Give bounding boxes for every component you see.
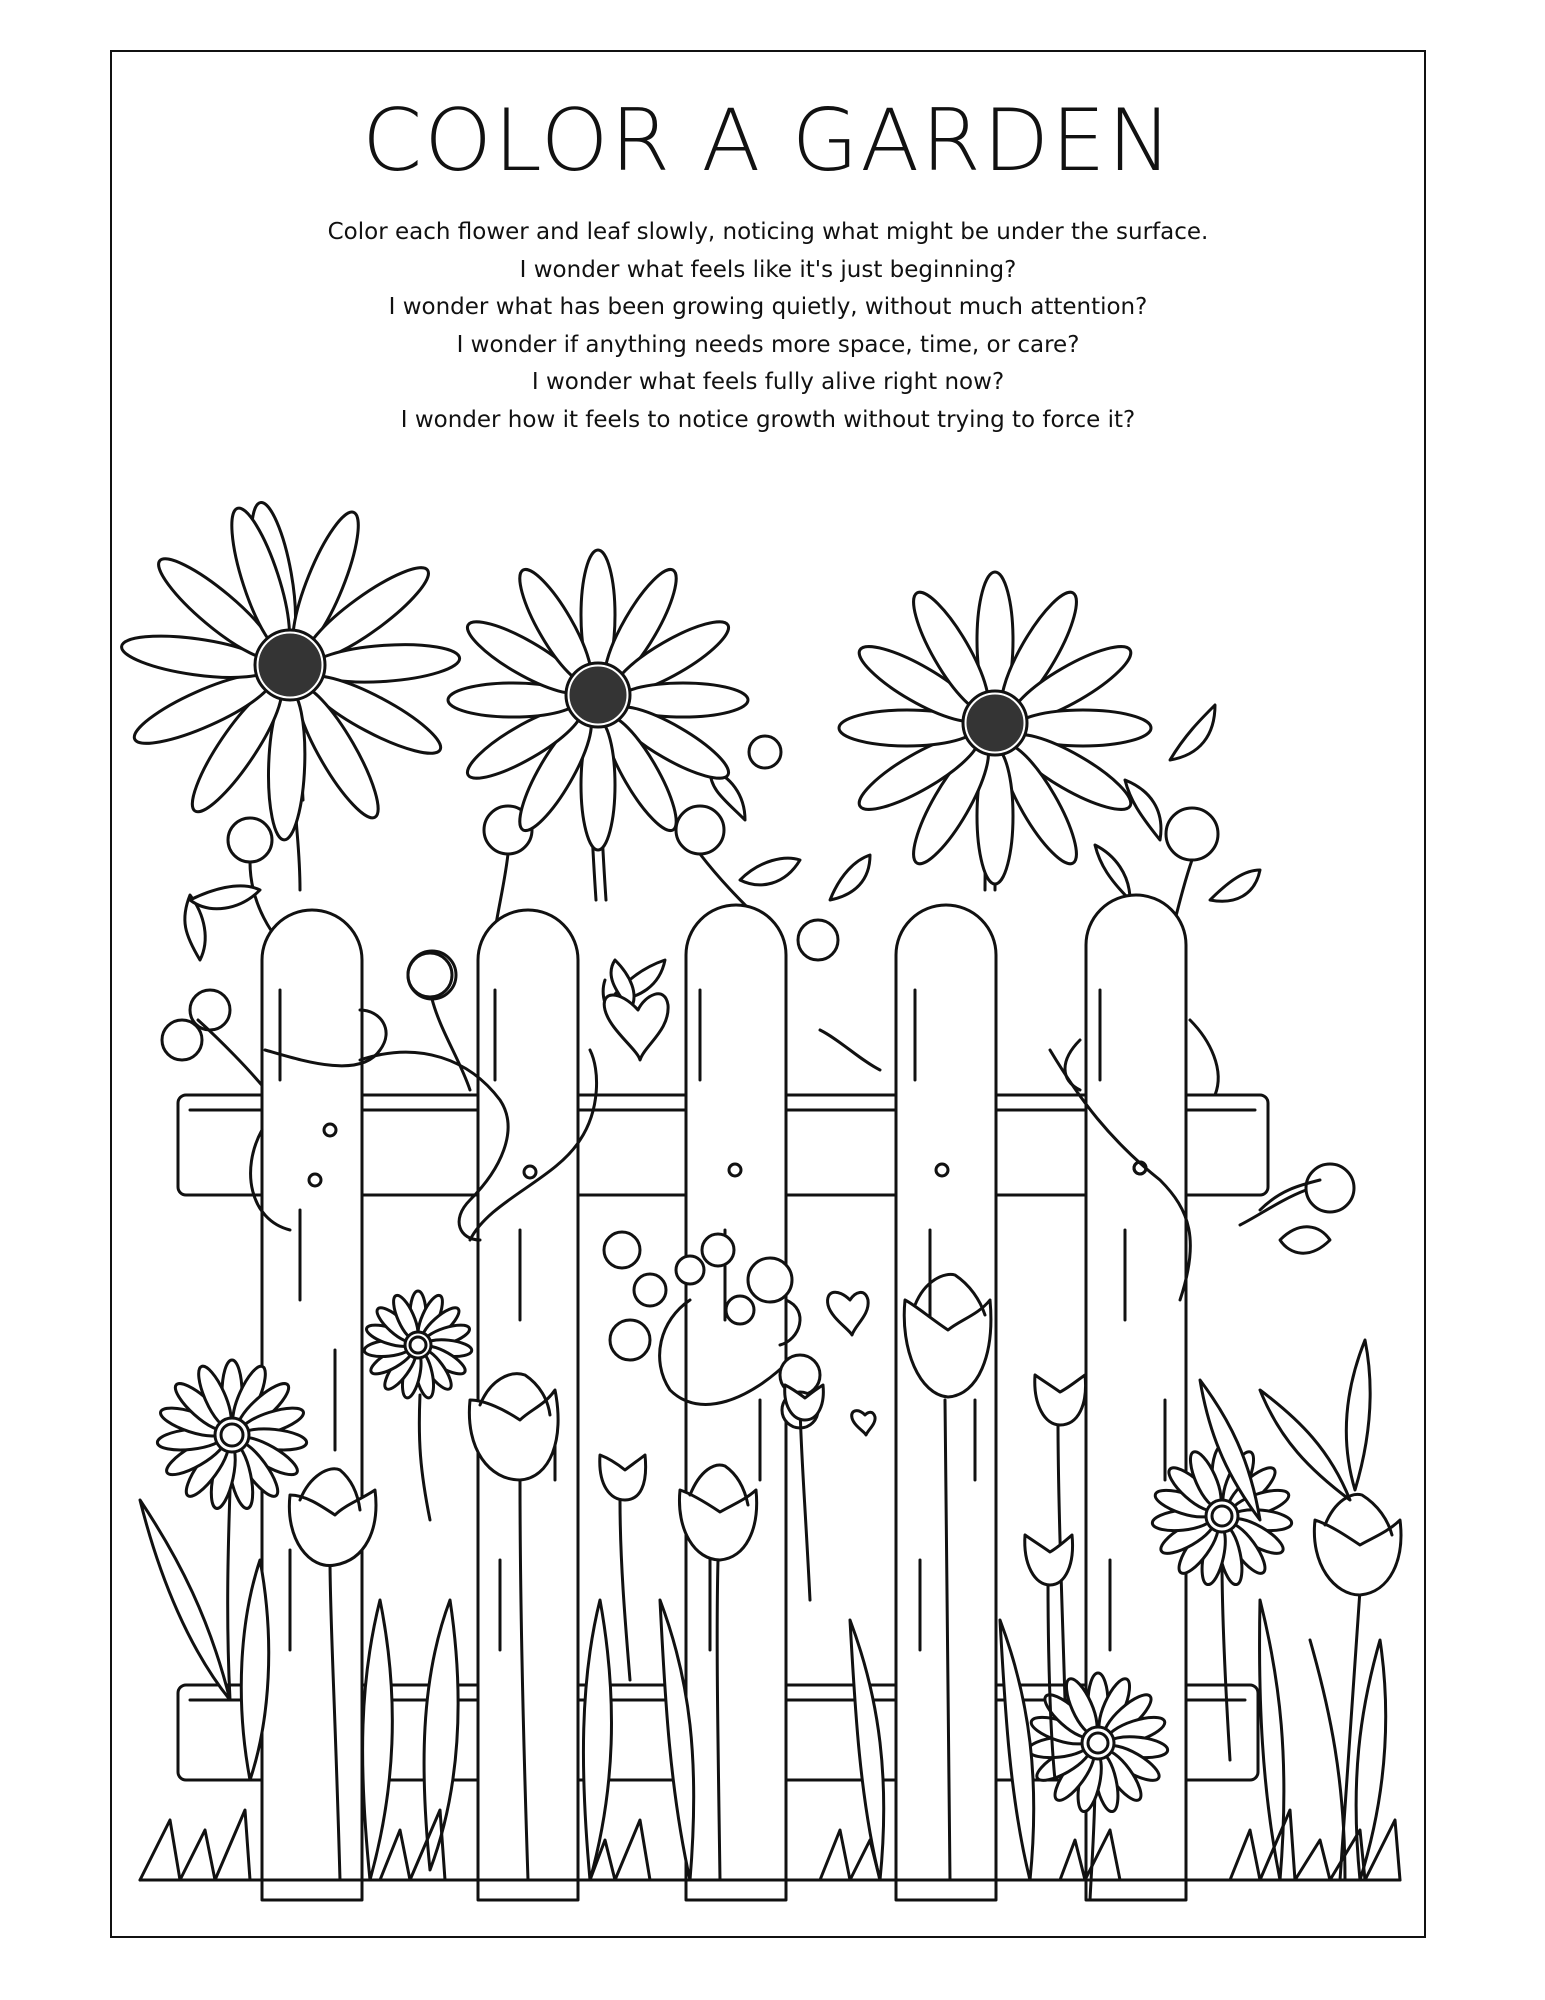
page-title: COLOR A GARDEN [362,91,1174,191]
daisy-small-left [363,1291,472,1520]
instruction-line: Color each flower and leaf slowly, noticing what might be under the surface. [327,219,1209,245]
daisy-top-right [839,572,1151,890]
tulip [1035,1375,1086,1700]
fence-picket [686,905,786,1900]
instruction-line: I wonder how it feels to notice growth without trying to force it? [400,406,1136,433]
instruction-line: I wonder what feels like it's just beginning? [519,256,1017,283]
instruction-line: I wonder what feels fully alive right now? [531,369,1005,395]
daisy-top-left [119,499,461,840]
instruction-line: I wonder if anything needs more space, time, or care? [456,331,1080,358]
instruction-line: I wonder what has been growing quietly, without much attention? [388,294,1148,320]
